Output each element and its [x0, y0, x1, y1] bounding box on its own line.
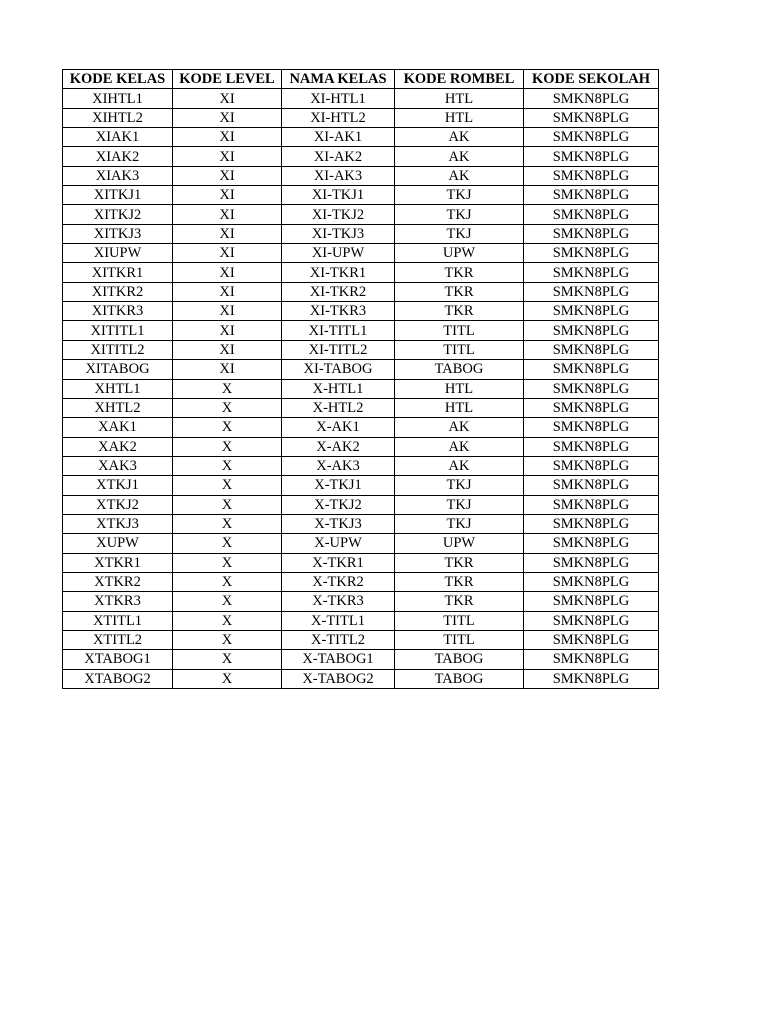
kode-rombel-cell[interactable]: TKJ: [395, 476, 524, 495]
kode-rombel-cell[interactable]: TKJ: [395, 224, 524, 243]
kode-sekolah-cell[interactable]: SMKN8PLG: [524, 128, 659, 147]
table-row: [63, 418, 659, 437]
kode-level-cell[interactable]: XI: [173, 186, 282, 205]
table-row: [63, 592, 659, 611]
kode-level-cell[interactable]: X: [173, 611, 282, 630]
kode-kelas-cell[interactable]: XITKR3: [63, 302, 173, 321]
table-row: [63, 476, 659, 495]
nama-kelas-cell[interactable]: X-TABOG2: [282, 669, 395, 688]
kode-level-cell[interactable]: X: [173, 592, 282, 611]
table-row: [63, 611, 659, 630]
nama-kelas-cell[interactable]: XI-AK2: [282, 147, 395, 166]
nama-kelas-cell[interactable]: X-AK1: [282, 418, 395, 437]
kode-kelas-cell[interactable]: XITITL1: [63, 321, 173, 340]
kode-level-cell[interactable]: XI: [173, 205, 282, 224]
kode-rombel-cell[interactable]: HTL: [395, 398, 524, 417]
kode-rombel-cell[interactable]: AK: [395, 456, 524, 475]
kode-rombel-cell[interactable]: TKJ: [395, 514, 524, 533]
kode-sekolah-cell[interactable]: SMKN8PLG: [524, 205, 659, 224]
table-row: [63, 224, 659, 243]
kode-kelas-cell[interactable]: XTITL1: [63, 611, 173, 630]
kode-rombel-cell[interactable]: TKR: [395, 572, 524, 591]
kode-level-cell[interactable]: X: [173, 476, 282, 495]
kode-rombel-cell[interactable]: TABOG: [395, 650, 524, 669]
kode-level-cell[interactable]: X: [173, 495, 282, 514]
kode-level-cell[interactable]: X: [173, 514, 282, 533]
table-row: [63, 456, 659, 475]
kode-sekolah-cell[interactable]: SMKN8PLG: [524, 611, 659, 630]
table-row: [63, 514, 659, 533]
kode-rombel-cell[interactable]: TKJ: [395, 186, 524, 205]
nama-kelas-cell[interactable]: X-HTL2: [282, 398, 395, 417]
kode-rombel-cell[interactable]: TITL: [395, 630, 524, 649]
kode-kelas-cell[interactable]: XIAK3: [63, 166, 173, 185]
table-row: [63, 437, 659, 456]
nama-kelas-cell[interactable]: XI-AK1: [282, 128, 395, 147]
kode-level-cell[interactable]: X: [173, 534, 282, 553]
kode-rombel-cell[interactable]: AK: [395, 437, 524, 456]
kode-sekolah-cell[interactable]: SMKN8PLG: [524, 514, 659, 533]
kode-kelas-cell[interactable]: XTITL2: [63, 630, 173, 649]
kode-kelas-cell[interactable]: XAK2: [63, 437, 173, 456]
kode-kelas-cell[interactable]: XIUPW: [63, 244, 173, 263]
kode-level-cell[interactable]: X: [173, 650, 282, 669]
table-row: [63, 553, 659, 572]
kode-sekolah-cell[interactable]: SMKN8PLG: [524, 89, 659, 108]
table-header: [63, 70, 659, 89]
kode-rombel-cell[interactable]: UPW: [395, 534, 524, 553]
kode-rombel-cell[interactable]: UPW: [395, 244, 524, 263]
header-nama-kelas[interactable]: NAMA KELAS: [282, 70, 395, 89]
nama-kelas-cell[interactable]: X-TKR1: [282, 553, 395, 572]
kode-kelas-cell[interactable]: XHTL2: [63, 398, 173, 417]
kode-kelas-cell[interactable]: XTABOG1: [63, 650, 173, 669]
kode-rombel-cell[interactable]: TKJ: [395, 495, 524, 514]
kode-level-cell[interactable]: XI: [173, 321, 282, 340]
header-kode-rombel[interactable]: KODE ROMBEL: [395, 70, 524, 89]
table-row: [63, 263, 659, 282]
kode-sekolah-cell[interactable]: SMKN8PLG: [524, 650, 659, 669]
kode-level-cell[interactable]: XI: [173, 147, 282, 166]
kode-sekolah-cell[interactable]: SMKN8PLG: [524, 360, 659, 379]
kode-kelas-cell[interactable]: XITITL2: [63, 340, 173, 359]
kode-kelas-cell[interactable]: XTKR3: [63, 592, 173, 611]
kode-sekolah-cell[interactable]: SMKN8PLG: [524, 186, 659, 205]
kode-level-cell[interactable]: X: [173, 553, 282, 572]
header-kode-kelas[interactable]: KODE KELAS: [63, 70, 173, 89]
kode-level-cell[interactable]: X: [173, 572, 282, 591]
kode-kelas-cell[interactable]: XAK1: [63, 418, 173, 437]
nama-kelas-cell[interactable]: XI-TKR2: [282, 282, 395, 301]
kode-rombel-cell[interactable]: TKJ: [395, 205, 524, 224]
nama-kelas-cell[interactable]: XI-AK3: [282, 166, 395, 185]
kode-rombel-cell[interactable]: HTL: [395, 108, 524, 127]
nama-kelas-cell[interactable]: XI-TKJ1: [282, 186, 395, 205]
nama-kelas-cell[interactable]: X-AK2: [282, 437, 395, 456]
nama-kelas-cell[interactable]: XI-TITL1: [282, 321, 395, 340]
kode-level-cell[interactable]: XI: [173, 282, 282, 301]
table-body: [63, 89, 659, 689]
nama-kelas-cell[interactable]: X-HTL1: [282, 379, 395, 398]
kode-sekolah-cell[interactable]: SMKN8PLG: [524, 340, 659, 359]
nama-kelas-cell[interactable]: X-UPW: [282, 534, 395, 553]
kode-level-cell[interactable]: X: [173, 418, 282, 437]
nama-kelas-cell[interactable]: X-AK3: [282, 456, 395, 475]
nama-kelas-cell[interactable]: X-TITL2: [282, 630, 395, 649]
kode-rombel-cell[interactable]: TABOG: [395, 669, 524, 688]
table-row: [63, 302, 659, 321]
nama-kelas-cell[interactable]: XI-TKR1: [282, 263, 395, 282]
table-row: [63, 147, 659, 166]
kode-kelas-cell[interactable]: XTKJ3: [63, 514, 173, 533]
nama-kelas-cell[interactable]: XI-TKJ2: [282, 205, 395, 224]
nama-kelas-cell[interactable]: X-TKJ3: [282, 514, 395, 533]
kode-rombel-cell[interactable]: TABOG: [395, 360, 524, 379]
kode-level-cell[interactable]: XI: [173, 263, 282, 282]
kode-rombel-cell[interactable]: TKR: [395, 302, 524, 321]
kode-kelas-cell[interactable]: XITKR2: [63, 282, 173, 301]
table-row: [63, 282, 659, 301]
kode-rombel-cell[interactable]: TKR: [395, 553, 524, 572]
kode-level-cell[interactable]: XI: [173, 360, 282, 379]
nama-kelas-cell[interactable]: XI-TABOG: [282, 360, 395, 379]
nama-kelas-cell[interactable]: X-TKJ2: [282, 495, 395, 514]
table-row: [63, 379, 659, 398]
kode-sekolah-cell[interactable]: SMKN8PLG: [524, 379, 659, 398]
kode-level-cell[interactable]: X: [173, 379, 282, 398]
kode-kelas-cell[interactable]: XTKR1: [63, 553, 173, 572]
table-row: [63, 572, 659, 591]
kode-rombel-cell[interactable]: AK: [395, 128, 524, 147]
kode-level-cell[interactable]: X: [173, 398, 282, 417]
table-row: [63, 398, 659, 417]
nama-kelas-cell[interactable]: XI-TKR3: [282, 302, 395, 321]
kode-kelas-cell[interactable]: XHTL1: [63, 379, 173, 398]
nama-kelas-cell[interactable]: X-TITL1: [282, 611, 395, 630]
table-row: [63, 186, 659, 205]
kode-level-cell[interactable]: XI: [173, 340, 282, 359]
nama-kelas-cell[interactable]: XI-HTL2: [282, 108, 395, 127]
kode-kelas-cell[interactable]: XUPW: [63, 534, 173, 553]
kode-level-cell[interactable]: X: [173, 437, 282, 456]
kode-sekolah-cell[interactable]: SMKN8PLG: [524, 437, 659, 456]
kode-sekolah-cell[interactable]: SMKN8PLG: [524, 534, 659, 553]
header-kode-sekolah[interactable]: KODE SEKOLAH: [524, 70, 659, 89]
kode-level-cell[interactable]: XI: [173, 224, 282, 243]
kode-kelas-cell[interactable]: XIHTL2: [63, 108, 173, 127]
kode-kelas-cell[interactable]: XTKJ2: [63, 495, 173, 514]
kode-kelas-cell[interactable]: XITABOG: [63, 360, 173, 379]
table-row: [63, 340, 659, 359]
kode-kelas-cell[interactable]: XTKJ1: [63, 476, 173, 495]
kode-kelas-cell[interactable]: XTKR2: [63, 572, 173, 591]
kode-sekolah-cell[interactable]: SMKN8PLG: [524, 495, 659, 514]
kode-kelas-cell[interactable]: XIAK1: [63, 128, 173, 147]
kode-sekolah-cell[interactable]: SMKN8PLG: [524, 398, 659, 417]
kelas-table: [62, 69, 659, 689]
kode-level-cell[interactable]: XI: [173, 244, 282, 263]
kode-level-cell[interactable]: X: [173, 630, 282, 649]
kode-sekolah-cell[interactable]: SMKN8PLG: [524, 476, 659, 495]
kode-rombel-cell[interactable]: TITL: [395, 321, 524, 340]
kode-sekolah-cell[interactable]: SMKN8PLG: [524, 669, 659, 688]
kode-sekolah-cell[interactable]: SMKN8PLG: [524, 263, 659, 282]
kode-sekolah-cell[interactable]: SMKN8PLG: [524, 302, 659, 321]
spreadsheet-page: [62, 69, 659, 689]
kode-kelas-cell[interactable]: XITKJ3: [63, 224, 173, 243]
kode-kelas-cell[interactable]: XTABOG2: [63, 669, 173, 688]
kode-rombel-cell[interactable]: HTL: [395, 89, 524, 108]
kode-sekolah-cell[interactable]: SMKN8PLG: [524, 224, 659, 243]
kode-sekolah-cell[interactable]: SMKN8PLG: [524, 592, 659, 611]
kode-rombel-cell[interactable]: AK: [395, 418, 524, 437]
kode-rombel-cell[interactable]: TITL: [395, 611, 524, 630]
kode-kelas-cell[interactable]: XIAK2: [63, 147, 173, 166]
table-row: [63, 108, 659, 127]
kode-sekolah-cell[interactable]: SMKN8PLG: [524, 630, 659, 649]
table-row: [63, 128, 659, 147]
kode-sekolah-cell[interactable]: SMKN8PLG: [524, 108, 659, 127]
nama-kelas-cell[interactable]: XI-TKJ3: [282, 224, 395, 243]
kode-level-cell[interactable]: XI: [173, 128, 282, 147]
table-row: [63, 321, 659, 340]
kode-level-cell[interactable]: X: [173, 456, 282, 475]
table-row: [63, 205, 659, 224]
kode-level-cell[interactable]: XI: [173, 89, 282, 108]
kode-sekolah-cell[interactable]: SMKN8PLG: [524, 321, 659, 340]
kode-rombel-cell[interactable]: TKR: [395, 282, 524, 301]
kode-kelas-cell[interactable]: XAK3: [63, 456, 173, 475]
kode-rombel-cell[interactable]: TKR: [395, 263, 524, 282]
nama-kelas-cell[interactable]: XI-TITL2: [282, 340, 395, 359]
table-row: [63, 534, 659, 553]
table-row: [63, 630, 659, 649]
nama-kelas-cell[interactable]: X-TKR2: [282, 572, 395, 591]
nama-kelas-cell[interactable]: XI-UPW: [282, 244, 395, 263]
kode-level-cell[interactable]: XI: [173, 166, 282, 185]
table-row: [63, 89, 659, 108]
nama-kelas-cell[interactable]: XI-HTL1: [282, 89, 395, 108]
kode-kelas-cell[interactable]: XITKJ2: [63, 205, 173, 224]
nama-kelas-cell[interactable]: X-TABOG1: [282, 650, 395, 669]
kode-sekolah-cell[interactable]: SMKN8PLG: [524, 553, 659, 572]
kode-kelas-cell[interactable]: XIHTL1: [63, 89, 173, 108]
kode-sekolah-cell[interactable]: SMKN8PLG: [524, 456, 659, 475]
kode-rombel-cell[interactable]: AK: [395, 147, 524, 166]
nama-kelas-cell[interactable]: X-TKR3: [282, 592, 395, 611]
kode-level-cell[interactable]: X: [173, 669, 282, 688]
kode-rombel-cell[interactable]: TKR: [395, 592, 524, 611]
kode-sekolah-cell[interactable]: SMKN8PLG: [524, 572, 659, 591]
kode-kelas-cell[interactable]: XITKJ1: [63, 186, 173, 205]
kode-sekolah-cell[interactable]: SMKN8PLG: [524, 418, 659, 437]
table-row: [63, 244, 659, 263]
nama-kelas-cell[interactable]: X-TKJ1: [282, 476, 395, 495]
table-row: [63, 495, 659, 514]
header-row: [63, 70, 659, 89]
kode-level-cell[interactable]: XI: [173, 302, 282, 321]
table-row: [63, 166, 659, 185]
table-row: [63, 650, 659, 669]
kode-rombel-cell[interactable]: TITL: [395, 340, 524, 359]
kode-kelas-cell[interactable]: XITKR1: [63, 263, 173, 282]
kode-sekolah-cell[interactable]: SMKN8PLG: [524, 244, 659, 263]
header-kode-level[interactable]: KODE LEVEL: [173, 70, 282, 89]
kode-rombel-cell[interactable]: HTL: [395, 379, 524, 398]
kode-level-cell[interactable]: XI: [173, 108, 282, 127]
kode-rombel-cell[interactable]: AK: [395, 166, 524, 185]
table-row: [63, 669, 659, 688]
kode-sekolah-cell[interactable]: SMKN8PLG: [524, 166, 659, 185]
kode-sekolah-cell[interactable]: SMKN8PLG: [524, 147, 659, 166]
kode-sekolah-cell[interactable]: SMKN8PLG: [524, 282, 659, 301]
table-row: [63, 360, 659, 379]
